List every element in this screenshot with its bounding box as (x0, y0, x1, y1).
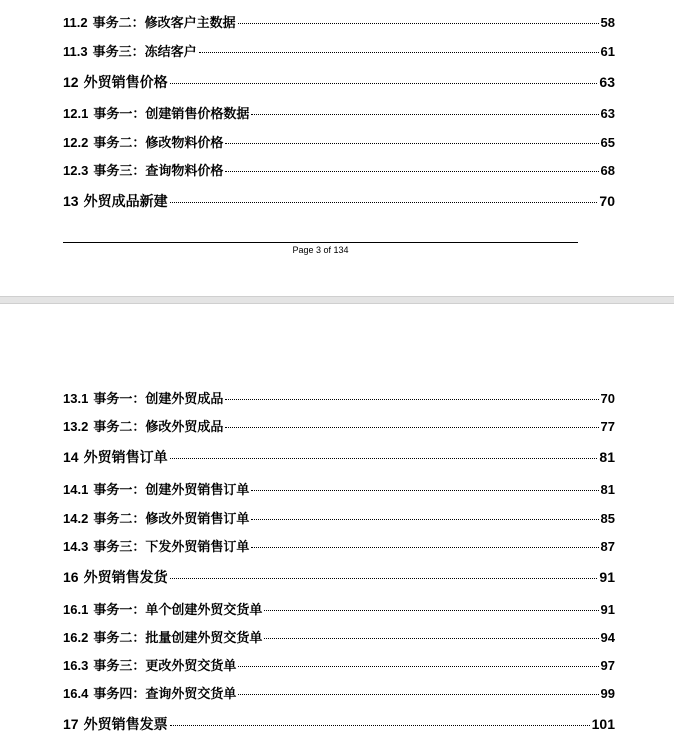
toc-entry[interactable] (63, 567, 615, 587)
toc-entry[interactable] (63, 655, 615, 674)
toc-entry-title: 事务二：批量创建外贸交货单 (93, 630, 263, 645)
toc-entry-number: 14.2 (63, 511, 89, 526)
dot-leader (225, 171, 598, 172)
toc-entry-title: 事务二：修改外贸销售订单 (93, 511, 250, 526)
dot-leader (170, 202, 598, 203)
toc-entry-number: 16.4 (63, 686, 89, 701)
toc-entry-number: 16.2 (63, 630, 89, 645)
toc-entry[interactable] (63, 599, 615, 618)
page-footer: Page 3 of 134 (292, 245, 349, 255)
toc-entry-title: 事务四：查询外贸交货单 (93, 686, 237, 701)
dot-leader (264, 638, 598, 639)
toc-entry-page: 99 (600, 686, 615, 701)
toc-entry-page: 101 (591, 716, 615, 732)
toc-entry-number: 13.1 (63, 391, 89, 406)
toc-entry-title: 外贸销售发票 (83, 716, 168, 732)
toc-entry[interactable] (63, 41, 615, 60)
toc-entry[interactable] (63, 388, 615, 407)
toc-entry-number: 12.3 (63, 163, 89, 178)
dot-leader (251, 490, 598, 491)
dot-leader (225, 143, 598, 144)
toc-entry[interactable] (63, 12, 615, 31)
footer-rule (63, 242, 578, 243)
toc-entry-page: 97 (600, 658, 615, 673)
toc-entry-title: 外贸成品新建 (83, 193, 168, 209)
dot-leader (251, 547, 598, 548)
toc-entry-title: 外贸销售价格 (83, 74, 168, 90)
dot-leader (264, 610, 598, 611)
toc-entry-number: 17 (63, 716, 79, 732)
dot-leader (170, 578, 598, 579)
toc-entry-number: 14 (63, 449, 79, 465)
toc-entry[interactable] (63, 683, 615, 702)
toc-entry-title: 事务二：修改外贸成品 (93, 419, 224, 434)
toc-entry-number: 16 (63, 569, 79, 585)
toc-entry-title: 事务三：冻结客户 (92, 44, 197, 59)
toc-entry-page: 91 (600, 602, 615, 617)
toc-entry-title: 事务一：单个创建外贸交货单 (93, 602, 263, 617)
toc-entry[interactable] (63, 508, 615, 527)
toc-entry-number: 11.2 (63, 15, 88, 30)
toc-entry-number: 11.3 (63, 44, 88, 59)
toc-entry[interactable] (63, 416, 615, 435)
toc-entry-title: 事务一：创建销售价格数据 (93, 106, 250, 121)
toc-entry[interactable] (63, 191, 615, 211)
toc-entry[interactable] (63, 447, 615, 467)
toc-entry-title: 事务一：创建外贸成品 (93, 391, 224, 406)
toc-entry-page: 70 (599, 193, 615, 209)
toc-entry-page: 81 (600, 482, 615, 497)
toc-entry-title: 事务一：创建外贸销售订单 (93, 482, 250, 497)
toc-entry[interactable] (63, 160, 615, 179)
toc-entry-page: 81 (599, 449, 615, 465)
toc-entry[interactable] (63, 627, 615, 646)
dot-leader (251, 114, 598, 115)
toc-entry[interactable] (63, 479, 615, 498)
toc-entry-page: 63 (599, 74, 615, 90)
toc-entry-title: 事务三：更改外贸交货单 (93, 658, 237, 673)
dot-leader (170, 725, 590, 726)
dot-leader (225, 399, 598, 400)
toc-entry-page: 91 (599, 569, 615, 585)
dot-leader (199, 52, 599, 53)
toc-entry-page: 85 (600, 511, 615, 526)
toc-entry-page: 65 (600, 135, 615, 150)
toc-entry-number: 14.3 (63, 539, 89, 554)
toc-entry-number: 16.1 (63, 602, 89, 617)
toc-entry-title: 事务三：下发外贸销售订单 (93, 539, 250, 554)
toc-entry-number: 13.2 (63, 419, 89, 434)
page-separator (0, 296, 674, 304)
document-page-4 (0, 304, 674, 743)
dot-leader (238, 694, 598, 695)
dot-leader (170, 83, 598, 84)
dot-leader (225, 427, 598, 428)
toc-entry-number: 14.1 (63, 482, 89, 497)
toc-entry[interactable] (63, 536, 615, 555)
toc-entry-number: 16.3 (63, 658, 89, 673)
dot-leader (170, 458, 598, 459)
dot-leader (238, 666, 598, 667)
toc-entry-title: 事务三：查询物料价格 (93, 163, 224, 178)
toc-entry-page: 87 (600, 539, 615, 554)
toc-entry[interactable] (63, 103, 615, 122)
toc-entry-page: 61 (600, 44, 615, 59)
toc-entry-page: 58 (600, 15, 615, 30)
toc-entry-page: 94 (600, 630, 615, 645)
toc-entry-number: 12.2 (63, 135, 89, 150)
toc-entry-page: 77 (600, 419, 615, 434)
dot-leader (238, 23, 599, 24)
toc-entry[interactable] (63, 72, 615, 92)
toc-entry-page: 63 (600, 106, 615, 121)
toc-entry[interactable] (63, 132, 615, 151)
dot-leader (251, 519, 598, 520)
toc-entry-number: 13 (63, 193, 79, 209)
toc-entry-title: 外贸销售发货 (83, 569, 168, 585)
toc-entry-title: 事务二：修改客户主数据 (92, 15, 236, 30)
toc-entry-number: 12 (63, 74, 79, 90)
toc-entry[interactable] (63, 714, 615, 734)
toc-entry-title: 外贸销售订单 (83, 449, 168, 465)
toc-entry-title: 事务二：修改物料价格 (93, 135, 224, 150)
toc-entry-number: 12.1 (63, 106, 89, 121)
document-page-3 (0, 0, 674, 296)
toc-entry-page: 70 (600, 391, 615, 406)
toc-entry-page: 68 (600, 163, 615, 178)
